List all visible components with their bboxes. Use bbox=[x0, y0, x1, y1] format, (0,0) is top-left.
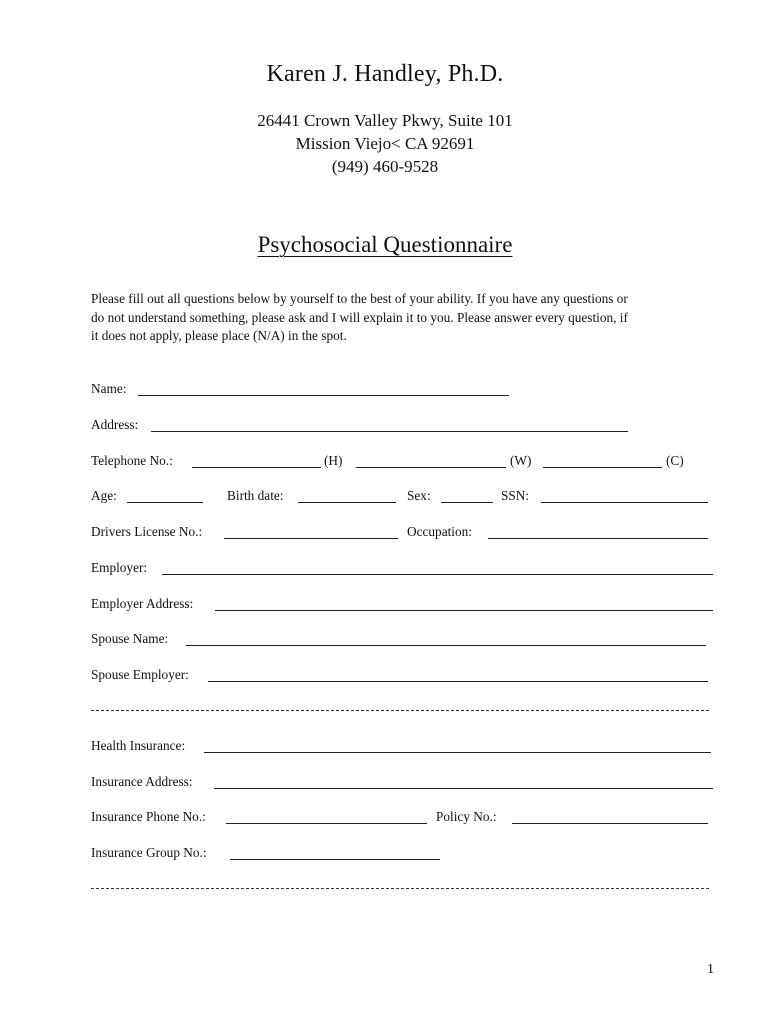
insurance-group-field[interactable] bbox=[230, 844, 440, 860]
health-insurance-field[interactable] bbox=[204, 737, 711, 753]
section-divider bbox=[91, 710, 709, 711]
policy-number-label: Policy No.: bbox=[436, 809, 497, 824]
employer-field[interactable] bbox=[162, 559, 713, 575]
drivers-license-label: Drivers License No.: bbox=[91, 524, 203, 539]
occupation-label: Occupation: bbox=[407, 524, 472, 539]
birth-date-label: Birth date: bbox=[227, 488, 284, 503]
cell-phone-field[interactable] bbox=[543, 452, 662, 468]
spouse-name-field[interactable] bbox=[186, 630, 706, 646]
home-phone-field[interactable] bbox=[192, 452, 321, 468]
ssn-label: SSN: bbox=[501, 488, 530, 503]
employer-address-field[interactable] bbox=[215, 595, 713, 611]
health-insurance-label: Health Insurance: bbox=[91, 738, 186, 753]
work-phone-field[interactable] bbox=[356, 452, 506, 468]
insurance-address-field[interactable] bbox=[214, 773, 713, 789]
insurance-address-label: Insurance Address: bbox=[91, 774, 193, 789]
sex-field[interactable] bbox=[441, 487, 493, 503]
page-number: 1 bbox=[707, 962, 714, 977]
work-phone-suffix: (W) bbox=[510, 453, 532, 468]
page-title-text: Psychosocial Questionnaire bbox=[257, 232, 513, 257]
spouse-name-label: Spouse Name: bbox=[91, 631, 169, 646]
address-field[interactable] bbox=[151, 416, 628, 432]
address-line-1: 26441 Crown Valley Pkwy, Suite 101 bbox=[257, 111, 513, 130]
insurance-phone-field[interactable] bbox=[226, 808, 427, 824]
age-field[interactable] bbox=[127, 487, 203, 503]
page-title bbox=[0, 230, 770, 260]
section-divider bbox=[91, 888, 709, 889]
spouse-employer-field[interactable] bbox=[208, 666, 708, 682]
sex-label: Sex: bbox=[407, 488, 431, 503]
employer-address-label: Employer Address: bbox=[91, 596, 194, 611]
address-line-2: Mission Viejo< CA 92691 bbox=[295, 134, 475, 153]
address-label: Address: bbox=[91, 417, 139, 432]
instructions-paragraph bbox=[91, 290, 721, 346]
instructions-line: do not understand something, please ask and I will explain it to you. Please answer every question, if bbox=[91, 309, 628, 325]
insurance-phone-label: Insurance Phone No.: bbox=[91, 809, 206, 824]
instructions-line: Please fill out all questions below by yourself to the best of your ability. If you have any questions or bbox=[91, 291, 628, 306]
policy-number-field[interactable] bbox=[512, 808, 708, 824]
name-field[interactable] bbox=[138, 380, 509, 396]
telephone-label: Telephone No.: bbox=[91, 453, 173, 468]
spouse-employer-label: Spouse Employer: bbox=[91, 667, 189, 682]
occupation-field[interactable] bbox=[488, 523, 708, 539]
home-phone-suffix: (H) bbox=[324, 453, 343, 468]
cell-phone-suffix: (C) bbox=[666, 453, 684, 468]
drivers-license-field[interactable] bbox=[224, 523, 398, 539]
birth-date-field[interactable] bbox=[298, 487, 396, 503]
ssn-field[interactable] bbox=[541, 487, 708, 503]
practitioner-name: Karen J. Handley, Ph.D. bbox=[266, 61, 504, 87]
instructions-line: it does not apply, please place (N/A) in the spot. bbox=[91, 328, 347, 343]
employer-label: Employer: bbox=[91, 560, 148, 575]
age-label: Age: bbox=[91, 488, 117, 503]
insurance-group-label: Insurance Group No.: bbox=[91, 845, 207, 860]
office-phone: (949) 460-9528 bbox=[331, 157, 439, 176]
name-label: Name: bbox=[91, 381, 127, 396]
